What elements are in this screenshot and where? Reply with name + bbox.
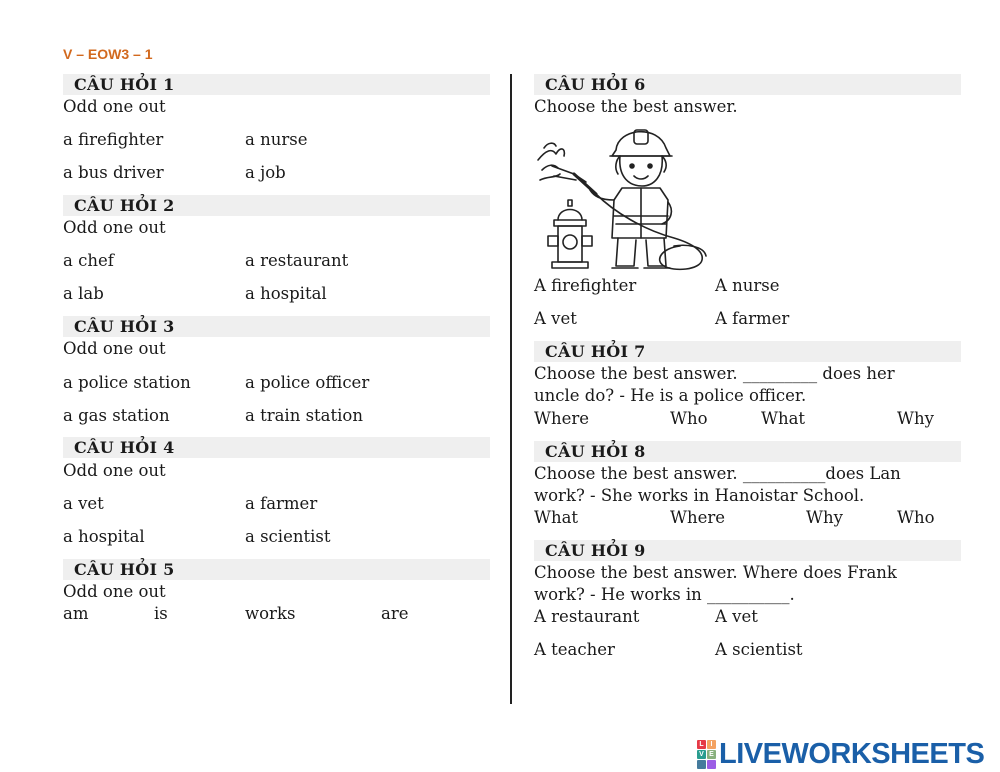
logo-mark-letter: E [707,750,716,759]
answer-option[interactable]: Where [670,508,726,527]
logo-mark-letter [697,760,706,769]
answer-option[interactable]: What [534,508,579,527]
answer-option[interactable]: a firefighter [63,130,164,149]
answer-option[interactable]: a hospital [63,527,145,546]
answer-option[interactable]: a restaurant [245,251,349,270]
question-title: CÂU HỎI 6 [534,74,961,95]
answer-option[interactable]: A restaurant [534,607,640,626]
question-prompt: Odd one out [63,218,166,237]
liveworksheets-logo[interactable] [697,738,984,771]
question-prompt: Odd one out [63,97,166,116]
question-prompt: Choose the best answer. __________does Lan [534,464,901,483]
logo-text: LIVEWORKSHEETS [719,738,985,770]
question-title: CÂU HỎI 9 [534,540,961,561]
question-prompt: uncle do? - He is a police officer. [534,386,807,405]
logo-mark-icon [697,740,716,769]
answer-option[interactable]: a nurse [245,130,308,149]
column-divider [510,74,512,704]
question-prompt: Odd one out [63,461,166,480]
answer-option[interactable]: a farmer [245,494,318,513]
logo-mark-letter: L [697,740,706,749]
answer-option[interactable]: works [245,604,296,623]
answer-option[interactable]: a police officer [245,373,370,392]
logo-mark-letter: I [707,740,716,749]
question-prompt: Choose the best answer. [534,97,738,116]
answer-option[interactable]: Where [534,409,590,428]
answer-option[interactable]: a vet [63,494,104,513]
worksheet-code: V – EOW3 – 1 [63,46,153,62]
logo-mark-letter [707,760,716,769]
question-title: CÂU HỎI 4 [63,437,490,458]
question-title: CÂU HỎI 1 [63,74,490,95]
answer-option[interactable]: A firefighter [534,276,637,295]
answer-option[interactable]: are [381,604,409,623]
answer-option[interactable]: a scientist [245,527,331,546]
question-prompt: Odd one out [63,582,166,601]
answer-option[interactable]: A vet [534,309,577,328]
firefighter-illustration [534,120,712,272]
question-title: CÂU HỎI 5 [63,559,490,580]
question-title: CÂU HỎI 7 [534,341,961,362]
answer-option[interactable]: a bus driver [63,163,164,182]
answer-option[interactable]: a police station [63,373,191,392]
answer-option[interactable]: A vet [715,607,758,626]
question-prompt: Choose the best answer. _________ does her [534,364,895,383]
question-prompt: work? - He works in __________. [534,585,795,604]
answer-option[interactable]: Why [806,508,843,527]
answer-option[interactable]: a hospital [245,284,327,303]
answer-option[interactable]: a train station [245,406,363,425]
answer-option[interactable]: a job [245,163,286,182]
question-prompt: Choose the best answer. Where does Frank [534,563,897,582]
answer-option[interactable]: Why [897,409,934,428]
question-prompt: Odd one out [63,339,166,358]
question-prompt: work? - She works in Hanoistar School. [534,486,865,505]
answer-option[interactable]: A farmer [715,309,790,328]
answer-option[interactable]: What [761,409,806,428]
answer-option[interactable]: Who [897,508,935,527]
question-title: CÂU HỎI 2 [63,195,490,216]
answer-option[interactable]: A scientist [715,640,803,659]
answer-option[interactable]: A teacher [534,640,615,659]
question-title: CÂU HỎI 3 [63,316,490,337]
question-title: CÂU HỎI 8 [534,441,961,462]
answer-option[interactable]: a lab [63,284,104,303]
answer-option[interactable]: A nurse [715,276,780,295]
answer-option[interactable]: a gas station [63,406,170,425]
answer-option[interactable]: is [154,604,168,623]
answer-option[interactable]: Who [670,409,708,428]
logo-mark-letter: V [697,750,706,759]
answer-option[interactable]: a chef [63,251,114,270]
answer-option[interactable]: am [63,604,89,623]
